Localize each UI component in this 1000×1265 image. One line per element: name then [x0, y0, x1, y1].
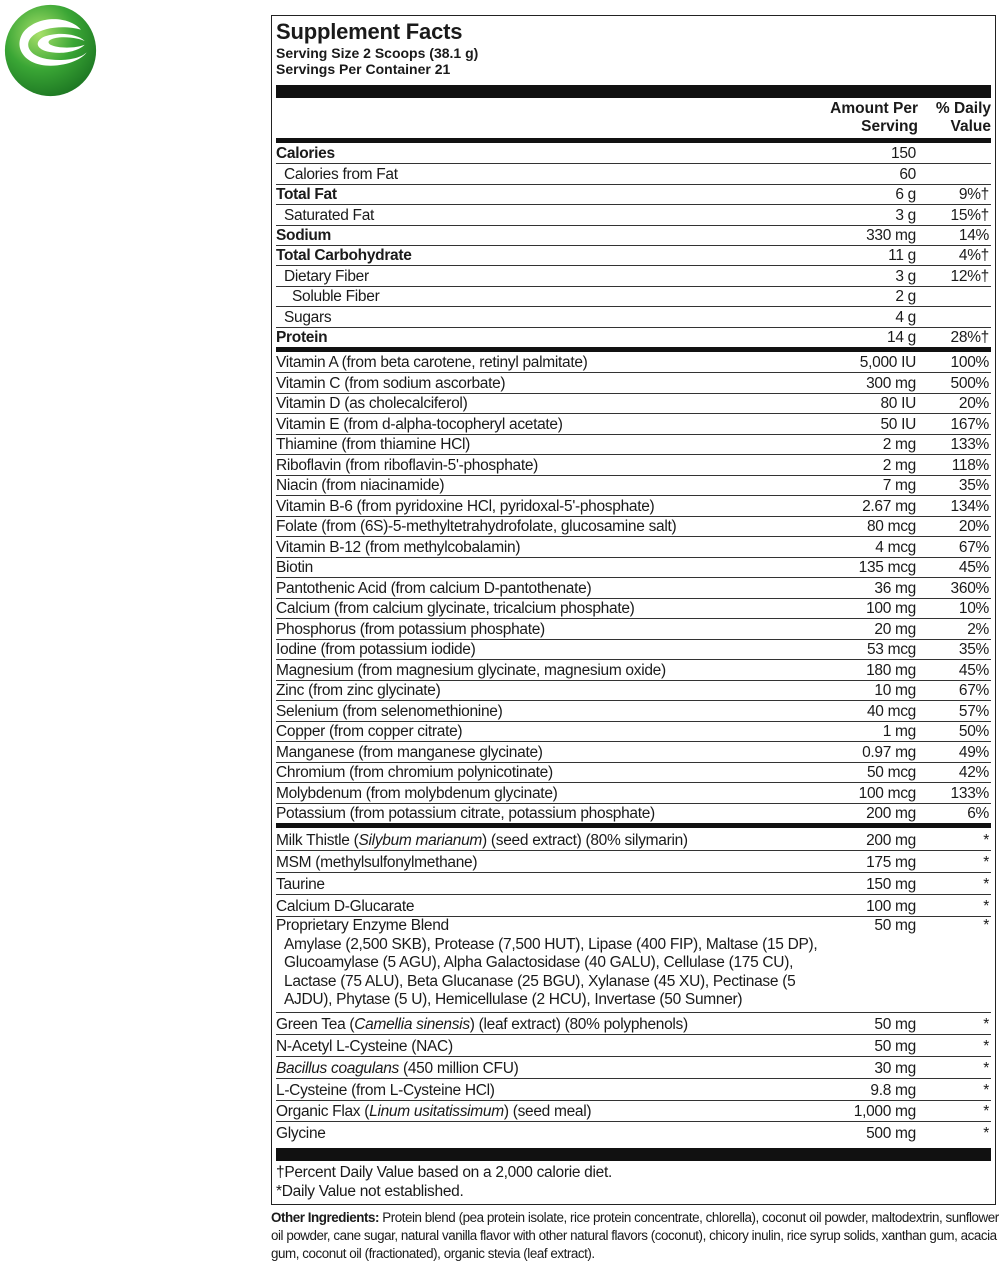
vitamin-row: [276, 372, 991, 393]
nutrient-amount: 3 g: [895, 206, 916, 224]
ingredient-name-pre: Glycine: [276, 1125, 326, 1143]
nutrient-name: Dietary Fiber: [284, 267, 369, 285]
vitamin-dv: 42%: [958, 764, 989, 782]
ingredient-row: [276, 850, 991, 872]
nutrient-row: [276, 225, 991, 245]
vitamin-dv: 133%: [950, 436, 989, 454]
enzyme-blend-name: Proprietary Enzyme Blend: [276, 916, 449, 934]
ingredient-name-pre: L-Cysteine (from L-Cysteine HCl): [276, 1081, 495, 1099]
vitamin-row: [276, 803, 991, 824]
vitamin-amount: 2 mg: [882, 436, 916, 454]
vitamin-name: Riboflavin (from riboflavin-5'-phosphate): [276, 456, 539, 474]
ingredient-amount: 9.8 mg: [870, 1081, 916, 1099]
serving-size: Serving Size 2 Scoops (38.1 g): [276, 45, 479, 61]
vitamin-name: Calcium (from calcium glycinate, tricalcium phosphate): [276, 600, 635, 618]
nutrient-amount: 150: [891, 145, 916, 163]
ingredient-row: [276, 1012, 991, 1034]
ingredient-name: [276, 1125, 816, 1143]
ingredient-amount: 30 mg: [874, 1059, 916, 1077]
vitamin-amount: 50 mcg: [866, 764, 916, 782]
divider-footer: [276, 1148, 991, 1161]
ingredient-latin-name: Linum usitatissimum: [369, 1103, 504, 1121]
vitamin-dv: 20%: [958, 395, 989, 413]
ingredient-latin-name: Bacillus coagulans: [276, 1059, 399, 1077]
nutrient-amount: 4 g: [895, 308, 916, 326]
vitamin-row: [276, 577, 991, 598]
ingredient-latin-name: Camellia sinensis: [354, 1015, 470, 1033]
vitamin-amount: 80 IU: [880, 395, 916, 413]
vitamin-row: [276, 782, 991, 803]
vitamin-dv: 45%: [958, 559, 989, 577]
other-actives-section-b: [276, 1012, 991, 1143]
vitamin-row: [276, 700, 991, 721]
vitamin-name: Thiamine (from thiamine HCl): [276, 436, 471, 454]
vitamin-row: [276, 680, 991, 701]
vitamin-name: Vitamin C (from sodium ascorbate): [276, 374, 506, 392]
vitamin-dv: 360%: [950, 579, 989, 597]
vitamin-name: Copper (from copper citrate): [276, 723, 463, 741]
ingredient-name-pre: Milk Thistle (: [276, 832, 359, 850]
vitamin-row: [276, 598, 991, 619]
vitamin-name: Magnesium (from magnesium glycinate, magnesium oxide): [276, 661, 666, 679]
vitamin-amount: 20 mg: [874, 620, 916, 638]
vitamin-dv: 167%: [950, 415, 989, 433]
column-header: [276, 98, 991, 138]
ingredient-name: [276, 1016, 816, 1034]
vitamin-name: Vitamin B-6 (from pyridoxine HCl, pyridoxal-5'-phosphate): [276, 497, 655, 515]
ingredient-amount: 150 mg: [866, 876, 916, 894]
vitamin-row: [276, 495, 991, 516]
ingredient-dv: *: [983, 1103, 989, 1121]
ingredient-name: [276, 876, 816, 894]
vitamins-section: [276, 352, 991, 824]
nutrient-name: Total Carbohydrate: [276, 247, 412, 265]
ingredient-dv: *: [983, 832, 989, 850]
vitamin-name: Biotin: [276, 559, 313, 577]
ingredient-dv: *: [983, 854, 989, 872]
nutrient-name: Calories from Fat: [284, 165, 398, 183]
vitamin-name: Folate (from (6S)-5-methyltetrahydrofolate, glucosamine salt): [276, 518, 677, 536]
vitamin-amount: 2.67 mg: [862, 497, 916, 515]
vitamin-dv: 50%: [958, 723, 989, 741]
vitamin-name: Potassium (from potassium citrate, potassium phosphate): [276, 805, 655, 823]
ingredient-name: [276, 832, 816, 850]
vitamin-amount: 100 mg: [866, 600, 916, 618]
nutrient-amount: 3 g: [895, 267, 916, 285]
ingredient-amount: 500 mg: [866, 1125, 916, 1143]
ingredient-name-post: (450 million CFU): [398, 1059, 519, 1077]
ingredient-name: [276, 1103, 816, 1121]
nutrient-name: Sugars: [284, 308, 332, 326]
nutrient-row: [276, 245, 991, 265]
nutrient-name: Soluble Fiber: [292, 288, 380, 306]
vitamin-row: [276, 413, 991, 434]
other-ingredients-label: Other Ingredients:: [271, 1210, 379, 1225]
header-amount-line1: Amount Per: [830, 100, 918, 117]
vitamin-row: [276, 352, 991, 373]
ingredient-dv: *: [983, 1081, 989, 1099]
vitamin-dv: 57%: [958, 702, 989, 720]
vitamin-dv: 10%: [958, 600, 989, 618]
ingredient-name: [276, 1060, 816, 1078]
ingredient-name-pre: MSM (methylsulfonylmethane): [276, 854, 478, 872]
ingredient-dv: *: [983, 876, 989, 894]
other-ingredients-text: Protein blend (pea protein isolate, rice protein concentrate, chlorella), coconut oil powder, maltodextrin, sunflower oil powder, cane sugar, natural vanilla flavor with other natural flavors (coconut), chicory inulin, rice syrup solids, xanthan gum, acacia gum, coconut oil (fractionated), organic stevia (leaf extract).: [271, 1210, 999, 1261]
ingredient-dv: *: [983, 1125, 989, 1143]
vitamin-row: [276, 557, 991, 578]
ingredient-row: [276, 1056, 991, 1078]
vitamin-dv: 20%: [958, 518, 989, 536]
vitamin-name: Vitamin E (from d-alpha-tocopheryl acetate): [276, 415, 563, 433]
ingredient-amount: 1,000 mg: [853, 1103, 916, 1121]
vitamin-name: Vitamin A (from beta carotene, retinyl palmitate): [276, 354, 588, 372]
ingredient-name: [276, 1038, 816, 1056]
header-amount-line2: Serving: [861, 118, 918, 135]
ingredient-amount: 50 mg: [874, 1015, 916, 1033]
ingredient-dv: *: [983, 1059, 989, 1077]
nutrient-row: [276, 286, 991, 306]
nutrient-row: [276, 163, 991, 183]
vitamin-row: [276, 721, 991, 742]
ingredient-name-pre: N-Acetyl L-Cysteine (NAC): [276, 1037, 453, 1055]
vitamin-dv: 35%: [958, 641, 989, 659]
divider-thick: [276, 85, 991, 98]
nutrient-row: [276, 204, 991, 224]
nutrient-amount: 6 g: [895, 186, 916, 204]
nutrient-dv: 14%: [958, 226, 989, 244]
ingredient-latin-name: Silybum marianum: [358, 832, 483, 850]
ingredient-amount: 100 mg: [866, 897, 916, 915]
vitamin-row: [276, 393, 991, 414]
panel-title: Supplement Facts: [276, 19, 463, 44]
ingredient-amount: 50 mg: [874, 1037, 916, 1055]
servings-per-container: Servings Per Container 21: [276, 61, 451, 77]
swoosh-globe-icon: [3, 3, 98, 98]
vitamin-row: [276, 659, 991, 680]
vitamin-dv: 118%: [951, 456, 989, 474]
nutrient-amount: 330 mg: [866, 226, 916, 244]
vitamin-dv: 45%: [958, 661, 989, 679]
nutrient-row: [276, 143, 991, 163]
vitamin-name: Vitamin B-12 (from methylcobalamin): [276, 538, 521, 556]
vitamin-row: [276, 762, 991, 783]
vitamin-dv: 6%: [967, 805, 989, 823]
ingredient-name: [276, 1082, 816, 1100]
vitamin-dv: 67%: [958, 538, 989, 556]
ingredient-row: [276, 872, 991, 894]
ingredient-row: [276, 894, 991, 916]
vitamin-name: Pantothenic Acid (from calcium D-pantothenate): [276, 579, 592, 597]
ingredient-name-post: ) (leaf extract) (80% polyphenols): [469, 1015, 688, 1033]
vitamin-dv: 133%: [950, 784, 989, 802]
ingredient-row: [276, 1034, 991, 1056]
nutrient-dv: 4%†: [958, 247, 989, 265]
vitamin-name: Chromium (from chromium polynicotinate): [276, 764, 553, 782]
nutrient-row: [276, 306, 991, 326]
vitamin-name: Molybdenum (from molybdenum glycinate): [276, 784, 558, 802]
enzyme-blend-amount: 50 mg: [874, 916, 916, 934]
vitamin-amount: 80 mcg: [866, 518, 916, 536]
other-actives-section-a: [276, 828, 991, 916]
supplement-facts-panel: [271, 15, 996, 1205]
enzyme-blend-dv: *: [983, 916, 989, 934]
ingredient-name-post: ) (seed extract) (80% silymarin): [482, 832, 688, 850]
ingredient-name-post: ) (seed meal): [503, 1103, 592, 1121]
nutrient-dv: 15%†: [950, 206, 989, 224]
vitamin-amount: 40 mcg: [866, 702, 916, 720]
header-amount: [813, 100, 918, 138]
vitamin-amount: 50 IU: [880, 415, 916, 433]
header-dv-line2: Value: [950, 118, 991, 135]
vitamin-amount: 4 mcg: [875, 538, 916, 556]
nutrient-name: Calories: [276, 145, 335, 163]
ingredient-name-pre: Calcium D-Glucarate: [276, 897, 415, 915]
vitamin-amount: 0.97 mg: [862, 743, 916, 761]
vitamin-dv: 100%: [950, 354, 989, 372]
ingredient-row: [276, 828, 991, 850]
vitamin-amount: 100 mcg: [858, 784, 916, 802]
vitamin-name: Manganese (from manganese glycinate): [276, 743, 543, 761]
nutrient-amount: 60: [899, 165, 916, 183]
ingredient-name: [276, 854, 816, 872]
vitamin-row: [276, 454, 991, 475]
ingredient-row: [276, 1078, 991, 1100]
ingredient-dv: *: [983, 1037, 989, 1055]
footnotes: [276, 1161, 991, 1201]
vitamin-amount: 36 mg: [874, 579, 916, 597]
nutrient-amount: 11 g: [888, 247, 916, 265]
vitamin-amount: 300 mg: [866, 374, 916, 392]
vitamin-amount: 2 mg: [882, 456, 916, 474]
nutrient-row: [276, 265, 991, 285]
vitamin-row: [276, 434, 991, 455]
vitamin-dv: 35%: [958, 477, 989, 495]
vitamin-dv: 67%: [958, 682, 989, 700]
vitamin-row: [276, 639, 991, 660]
ingredient-name-pre: Green Tea (: [276, 1015, 355, 1033]
vitamin-dv: 49%: [958, 743, 989, 761]
vitamin-amount: 1 mg: [882, 723, 916, 741]
nutrient-name: Protein: [276, 328, 328, 346]
footnote-dagger: †Percent Daily Value based on a 2,000 calorie diet.: [276, 1164, 612, 1182]
vitamin-name: Vitamin D (as cholecalciferol): [276, 395, 468, 413]
ingredient-name-pre: Organic Flax (: [276, 1103, 370, 1121]
vitamin-amount: 7 mg: [882, 477, 916, 495]
vitamin-name: Zinc (from zinc glycinate): [276, 682, 441, 700]
ingredient-amount: 175 mg: [866, 854, 916, 872]
vitamin-dv: 500%: [950, 374, 989, 392]
nutrient-name: Saturated Fat: [284, 206, 375, 224]
nutrient-name: Sodium: [276, 226, 332, 244]
enzyme-blend: [276, 916, 991, 1012]
vitamin-name: Niacin (from niacinamide): [276, 477, 445, 495]
ingredient-name-pre: Taurine: [276, 876, 325, 894]
vitamin-name: Iodine (from potassium iodide): [276, 641, 476, 659]
header-daily-value: [918, 100, 991, 138]
vitamin-name: Phosphorus (from potassium phosphate): [276, 620, 545, 638]
ingredient-dv: *: [983, 1015, 989, 1033]
ingredient-row: [276, 1121, 991, 1143]
vitamin-dv: 2%: [967, 620, 989, 638]
vitamin-amount: 5,000 IU: [859, 354, 916, 372]
vitamin-amount: 53 mcg: [866, 641, 916, 659]
header-dv-line1: % Daily: [935, 100, 991, 117]
nutrient-row: [276, 327, 991, 347]
ingredient-amount: 200 mg: [866, 832, 916, 850]
nutrient-dv: 12%†: [950, 267, 989, 285]
vitamin-amount: 180 mg: [866, 661, 916, 679]
nutrient-row: [276, 184, 991, 204]
footnote-star: *Daily Value not established.: [276, 1183, 464, 1201]
vitamin-amount: 10 mg: [874, 682, 916, 700]
nutrient-name: Total Fat: [276, 186, 337, 204]
ingredient-row: [276, 1100, 991, 1122]
other-ingredients: [271, 1209, 1000, 1263]
vitamin-amount: 200 mg: [866, 805, 916, 823]
enzyme-blend-desc: Amylase (2,500 SKB), Protease (7,500 HUT), Lipase (400 FIP), Maltase (15 DP), Glucoamylase (5 AGU), Alpha Galactosidase (40 GALU), Cellulase (175 CU), Lactase (75 ALU), Beta Glucanase (25 BGU), Xylanase (45 XU), Pectinase (5 AJDU), Phytase (5 U), Hemicellulase (2 HCU), Invertase (50 Sumner): [284, 935, 818, 1009]
nutrient-amount: 14 g: [887, 328, 916, 346]
vitamin-row: [276, 516, 991, 537]
nutrient-dv: 28%†: [950, 328, 989, 346]
nutrient-dv: 9%†: [958, 186, 989, 204]
vitamin-amount: 135 mcg: [858, 559, 916, 577]
vitamin-row: [276, 475, 991, 496]
vitamin-row: [276, 741, 991, 762]
ingredient-dv: *: [983, 897, 989, 915]
vitamin-name: Selenium (from selenomethionine): [276, 702, 503, 720]
ingredient-name: [276, 898, 816, 916]
macros-section: [276, 143, 991, 347]
nutrient-amount: 2 g: [895, 288, 916, 306]
vitamin-row: [276, 536, 991, 557]
vitamin-dv: 134%: [950, 497, 989, 515]
vitamin-row: [276, 618, 991, 639]
